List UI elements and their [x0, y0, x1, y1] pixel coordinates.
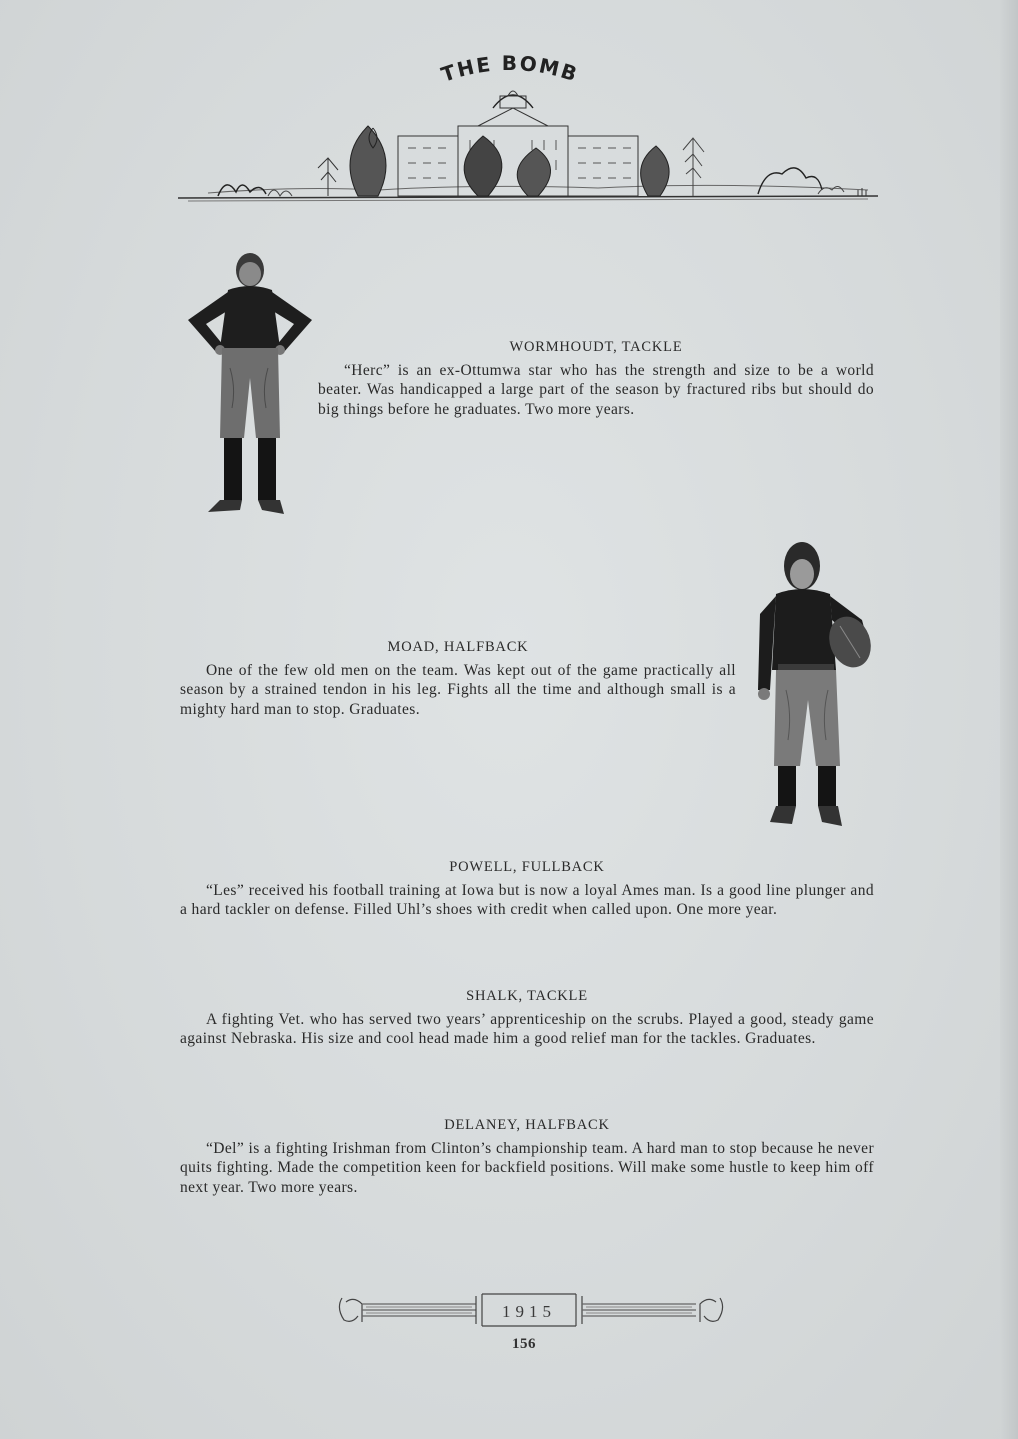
player-photo-moad [752, 540, 876, 830]
entry-body: One of the few old men on the team. Was kept out of the game practically all season by a strained tendon in his leg. Fights all the time and although small is a mighty hard man to stop. Graduates. [180, 661, 736, 718]
entry-heading: SHALK, TACKLE [466, 988, 588, 1004]
entry-moad [180, 638, 736, 719]
player-photo-wormhoudt [180, 248, 320, 520]
header-title-text: THE BOMB [438, 50, 582, 87]
entry-heading: MOAD, HALFBACK [387, 639, 529, 655]
entry-body: A fighting Vet. who has served two years’ apprenticeship on the scrubs. Played a good, steady game against Nebraska. His size and cool head made him a good relief man for the tackles. Graduates. [180, 1010, 874, 1047]
entry-shalk [180, 987, 874, 1049]
entry-body: “Les” received his football training at Iowa but is now a loyal Ames man. Is a good line plunger and a hard tackler on defense. Filled Uhl’s shoes with credit when called upon. One more year. [180, 881, 874, 918]
footer-year: 1915 [502, 1302, 556, 1321]
entry-body: “Del” is a fighting Irishman from Clinton’s championship team. A hard man to stop because he never quits fighting. Made the competition keen for backfield positions. Will make some hustle to keep him off next year. Two more years. [180, 1139, 874, 1196]
entry-wormhoudt [318, 338, 874, 419]
entry-heading: POWELL, FULLBACK [449, 859, 605, 875]
footer-year-banner [336, 1290, 726, 1330]
entry-heading: DELANEY, HALFBACK [444, 1117, 610, 1133]
campus-illustration [178, 78, 878, 208]
entry-delaney [180, 1116, 874, 1197]
entry-heading: WORMHOUDT, TACKLE [509, 339, 683, 355]
page-edge-shadow [1000, 0, 1018, 1439]
entry-body: “Herc” is an ex-Ottumwa star who has the strength and size to be a world beater. Was handicapped a large part of the season by fractured ribs but should do big things before he graduates. Two more years. [318, 361, 874, 418]
page-number: 156 [512, 1336, 536, 1352]
entry-powell [180, 858, 874, 920]
